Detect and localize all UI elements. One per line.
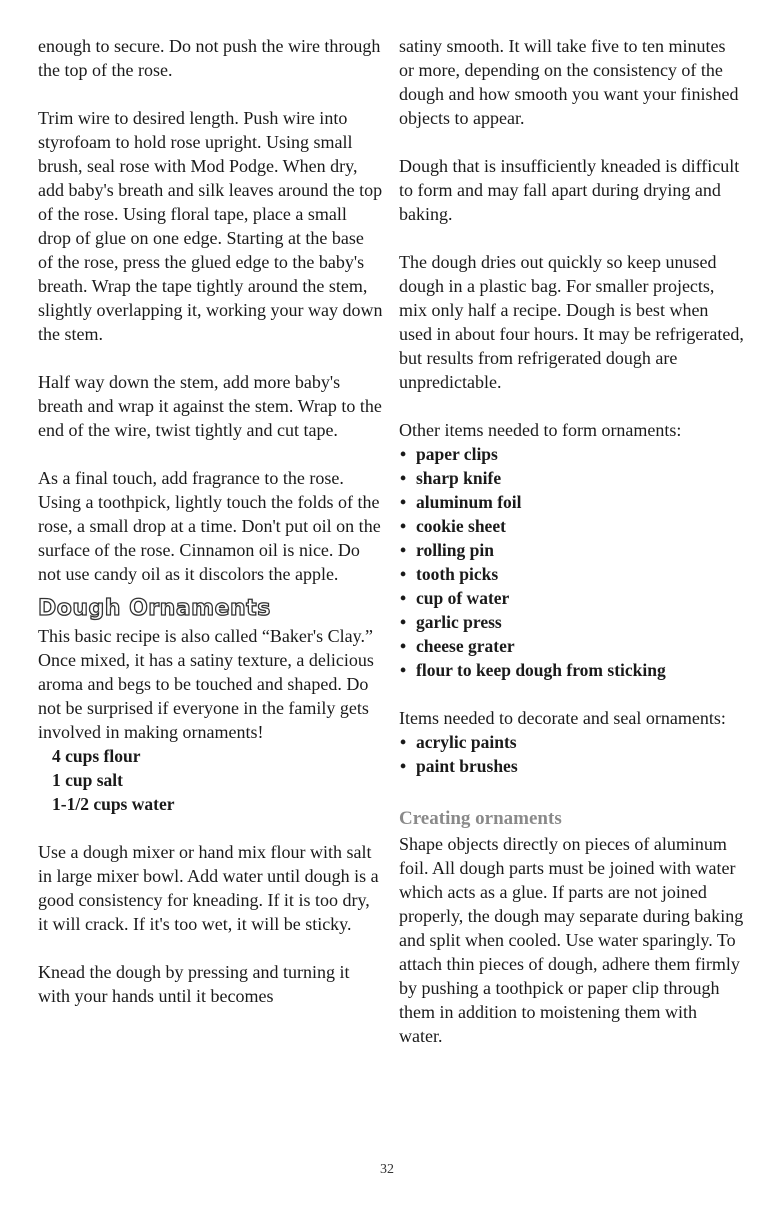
recipe-ingredients-list [52, 744, 383, 816]
items-intro: Other items needed to form ornaments: [399, 420, 682, 440]
list-item: • flour to keep dough from sticking [399, 658, 744, 682]
paragraph: satiny smooth. It will take five to ten minutes or more, depending on the consistency of the dough and how smooth you want your finished objects to appear. [399, 36, 739, 128]
list-item: • rolling pin [399, 538, 744, 562]
page-number: 32 [380, 1162, 394, 1177]
sub-heading-creating-ornaments: Creating ornaments [399, 808, 562, 829]
paragraph: This basic recipe is also called “Baker's Clay.” Once mixed, it has a satiny texture, a delicious aroma and begs to be touched and shaped. Do not be surprised if everyone in the family gets involved in making ornaments! [38, 626, 374, 742]
decorating-items-list [399, 730, 744, 778]
forming-items-list [399, 442, 744, 682]
paragraph: Knead the dough by pressing and turning it with your hands until it becomes [38, 962, 350, 1006]
right-column [399, 34, 744, 1048]
list-item: • sharp knife [399, 466, 744, 490]
paragraph: Half way down the stem, add more baby's breath and wrap it against the stem. Wrap to the end of the wire, twist tightly and cut tape. [38, 372, 382, 440]
paragraph: The dough dries out quickly so keep unused dough in a plastic bag. For smaller projects, mix only half a recipe. Dough is best when used in about four hours. It may be refrigerated, but results from refrigerated dough are unpredictable. [399, 252, 744, 392]
list-item: • cookie sheet [399, 514, 744, 538]
ingredient-item: 1 cup salt [52, 770, 123, 790]
list-item: • acrylic paints [399, 730, 744, 754]
list-item: • cheese grater [399, 634, 744, 658]
list-item: • cup of water [399, 586, 744, 610]
left-column [38, 34, 383, 1008]
ingredient-item: 4 cups flour [52, 746, 141, 766]
list-item: • tooth picks [399, 562, 744, 586]
paragraph: Dough that is insufficiently kneaded is difficult to form and may fall apart during drying and baking. [399, 156, 740, 224]
list-item: • aluminum foil [399, 490, 744, 514]
list-item: • paper clips [399, 442, 744, 466]
section-heading-dough-ornaments: Dough Ornaments [38, 596, 271, 621]
paragraph: Shape objects directly on pieces of aluminum foil. All dough parts must be joined with water which acts as a glue. If parts are not joined properly, the dough may separate during baking and split when cooled. Use water sparingly. To attach thin pieces of dough, adhere them firmly by pushing a toothpick or paper clip through them in addition to moistening them with water. [399, 834, 744, 1046]
list-item: • garlic press [399, 610, 744, 634]
list-item: • paint brushes [399, 754, 744, 778]
paragraph: As a final touch, add fragrance to the rose. Using a toothpick, lightly touch the folds of the rose, a small drop at a time. Don't put oil on the surface of the rose. Cinnamon oil is nice. Do not use candy oil as it discolors the apple. [38, 468, 381, 584]
paragraph: Use a dough mixer or hand mix flour with salt in large mixer bowl. Add water until dough is a good consistency for kneading. If it is too dry, it will crack. If it's too wet, it will be sticky. [38, 842, 379, 934]
ingredient-item: 1-1/2 cups water [52, 794, 175, 814]
decorate-intro: Items needed to decorate and seal ornaments: [399, 708, 726, 728]
paragraph: enough to secure. Do not push the wire through the top of the rose. [38, 36, 381, 80]
paragraph: Trim wire to desired length. Push wire into styrofoam to hold rose upright. Using small brush, seal rose with Mod Podge. When dry, add baby's breath and silk leaves around the top of the rose. Using floral tape, place a small drop of glue on one edge. Starting at the base of the rose, press the glued edge to the baby's breath. Wrap the tape tightly around the stem, slightly overlapping it, working your way down the stem. [38, 108, 383, 344]
